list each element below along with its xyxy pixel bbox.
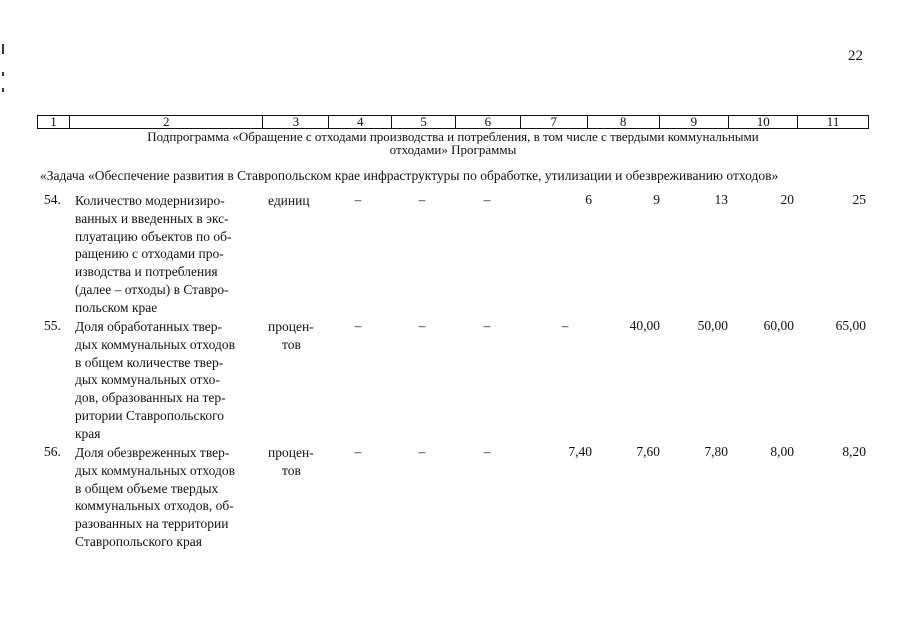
unit-line: тов	[282, 462, 301, 478]
value-cell: –	[354, 444, 362, 459]
value-cell: 8,20	[842, 444, 866, 459]
value-cell: 20	[780, 192, 794, 207]
description-line: ращению с отходами про-	[75, 246, 224, 262]
value-cell: 7,80	[704, 444, 728, 459]
row-unit	[268, 444, 324, 480]
description-line: ванных и введенных в экс-	[75, 210, 229, 226]
header-cell: 10	[729, 116, 798, 128]
header-cell: 7	[521, 116, 588, 128]
description-line: (далее – отходы) в Ставро-	[75, 281, 229, 297]
value-cell: 50,00	[697, 318, 728, 333]
description-line: дых коммунальных отходов	[75, 462, 235, 478]
value-cell: 60,00	[763, 318, 794, 333]
value-cell: –	[561, 318, 569, 333]
description-line: края	[75, 425, 101, 441]
description-line: Количество модернизиро-	[75, 193, 225, 208]
value-cell: 65,00	[835, 318, 866, 333]
unit-line: тов	[282, 336, 301, 352]
value-cell: –	[483, 192, 491, 207]
header-cell: 5	[392, 116, 456, 128]
value-cell: 7,60	[636, 444, 660, 459]
description-line: дых коммунальных отхо-	[75, 372, 220, 388]
value-cell: 9	[653, 192, 660, 207]
row-number: 56.	[44, 444, 61, 459]
value-cell: 7,40	[568, 444, 592, 459]
value-cell: 40,00	[629, 318, 660, 333]
subprogram-title-line: отходами» Программы	[389, 142, 517, 157]
description-line: Ставропольского края	[75, 533, 202, 549]
value-cell: 25	[852, 192, 866, 207]
value-cell: 13	[714, 192, 728, 207]
unit-line: единиц	[268, 193, 310, 208]
description-line: в общем количестве твер-	[75, 354, 224, 370]
description-line: дов, образованных на тер-	[75, 390, 226, 406]
subprogram-title	[40, 130, 866, 156]
row-unit	[268, 318, 324, 354]
header-cell: 8	[588, 116, 660, 128]
header-cell: 3	[263, 116, 329, 128]
row-unit	[268, 192, 324, 210]
description-line: Доля обработанных твер-	[75, 319, 223, 334]
value-cell: –	[483, 318, 491, 333]
column-number-header	[37, 115, 869, 129]
scan-edge-mark	[2, 88, 4, 92]
unit-line: процен-	[268, 445, 314, 460]
row-number: 54.	[44, 192, 61, 207]
scan-edge-mark	[2, 44, 4, 54]
value-cell: 8,00	[770, 444, 794, 459]
row-number: 55.	[44, 318, 61, 333]
unit-line: процен-	[268, 319, 314, 334]
header-cell: 11	[826, 114, 840, 129]
description-line: плуатацию объектов по об-	[75, 228, 232, 244]
header-cell: 4	[329, 116, 392, 128]
row-description	[75, 318, 257, 443]
description-line: дых коммунальных отходов	[75, 336, 235, 352]
value-cell: –	[418, 318, 426, 333]
value-cell: –	[354, 192, 362, 207]
value-cell: –	[354, 318, 362, 333]
row-description	[75, 444, 257, 551]
header-cell: 9	[660, 116, 730, 128]
value-cell: –	[418, 444, 426, 459]
header-cell: 6	[456, 116, 521, 128]
subprogram-title-line: Подпрограмма «Обращение с отходами производства и потребления, в том числе с твердыми коммунальными	[147, 129, 759, 144]
description-line: в общем объеме твердых	[75, 480, 219, 496]
value-cell: –	[418, 192, 426, 207]
description-line: ритории Ставропольского	[75, 407, 225, 423]
header-cell: 2	[70, 116, 264, 128]
description-line: польском крае	[75, 299, 158, 315]
task-title: «Задача «Обеспечение развития в Ставропольском крае инфраструктуры по обработке, утилизации и обезвреживанию отходов»	[40, 168, 779, 183]
description-line: Доля обезвреженных твер-	[75, 445, 230, 460]
row-description	[75, 192, 257, 317]
scan-edge-mark	[2, 72, 4, 76]
description-line: изводства и потребления	[75, 264, 218, 280]
header-cell: 1	[38, 116, 70, 128]
page-number: 22	[848, 48, 863, 64]
description-line: разованных на территории	[75, 516, 229, 532]
description-line: коммунальных отходов, об-	[75, 498, 234, 514]
value-cell: –	[483, 444, 491, 459]
value-cell: 6	[585, 192, 592, 207]
